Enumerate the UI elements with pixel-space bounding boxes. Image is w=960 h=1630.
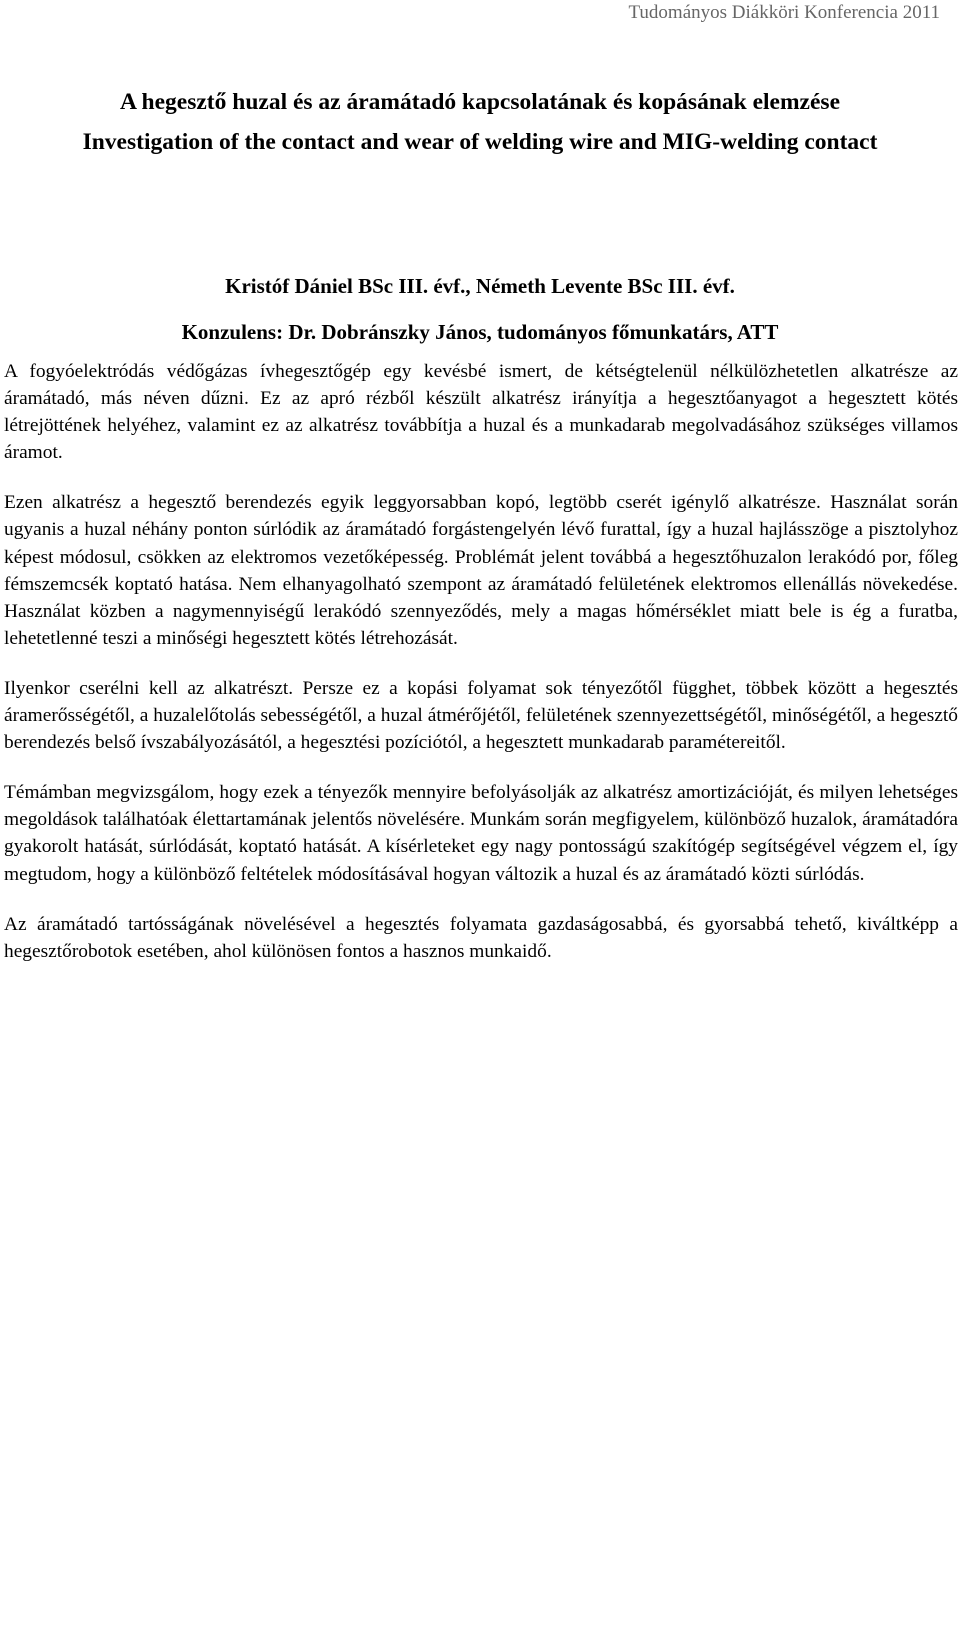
title-block <box>20 82 940 162</box>
title-english: Investigation of the contact and wear of welding wire and MIG-welding contact <box>82 129 878 155</box>
supervisor-line: Konzulens: Dr. Dobránszky János, tudományos főmunkatárs, ATT <box>181 320 779 344</box>
running-header: Tudományos Diákköri Konferencia 2011 <box>628 2 940 23</box>
author-block <box>20 263 940 355</box>
paragraph-1: A fogyóelektródás védőgázas ívhegesztőgép egy kevésbé ismert, de kétségtelenül nélkülözhetetlen alkatrésze az áramátadó, más néven dűzni. Ez az apró rézből készült alkatrész irányítja a hegesztőanyagot a hegesztett kötés létrejöttének helyéhez, valamint ez az alkatrész továbbítja a huzal és a munkadarab megolvadásához szükséges villamos áramot. <box>4 361 958 464</box>
paragraph-3: Ilyenkor cserélni kell az alkatrészt. Persze ez a kopási folyamat sok tényezőtől függhet, többek között a hegesztés áramerősségétől, a huzalelőtolás sebességétől, a huzal átmérőjétől, felületének szennyezettségétől, minőségétől, a hegesztő berendezés belső ívszabályozásától, a hegesztési pozíciótól, a hegesztett munkadarab paramétereitől. <box>4 677 958 754</box>
paragraph-2: Ezen alkatrész a hegesztő berendezés egyik leggyorsabban kopó, legtöbb cserét igénylő alkatrésze. Használat során ugyanis a huzal néhány ponton súrlódik az áramátadó forgástengelyén lévő furattal, így a huzal hajlásszöge a pisztolyhoz képest módosul, csökken az elektromos vezetőképesség. Problémát jelent továbbá a hegesztőhuzalon lerakódó por, főleg fémszemcsék koptató hatása. Nem elhanyagolható szempont az áramátadó felületének elektromos ellenállás növekedése. Használat közben a nagymennyiségű lerakódó szennyeződés, mely a magas hőmérséklet miatt bele is ég a furatba, lehetetlenné teszi a minőségi hegesztett kötés létrehozását. <box>4 492 958 649</box>
abstract-body <box>4 358 958 988</box>
author-names: Kristóf Dániel BSc III. évf., Németh Levente BSc III. évf. <box>225 274 735 298</box>
paragraph-5: Az áramátadó tartósságának növelésével a hegesztés folyamata gazdaságosabbá, és gyorsabbá tehető, kiváltképp a hegesztőrobotok esetében, ahol különösen fontos a hasznos munkaidő. <box>4 913 958 962</box>
title-hungarian: A hegesztő huzal és az áramátadó kapcsolatának és kopásának elemzése <box>120 89 840 115</box>
paragraph-4: Témámban megvizsgálom, hogy ezek a tényezők mennyire befolyásolják az alkatrész amortizációját, és milyen lehetséges megoldások találhatóak élettartamának jelentős növelésére. Munkám során megfigyelem, különböző huzalok, áramátadóra gyakorolt hatását, súrlódását, koptató hatását. A kísérleteket egy nagy pontosságú szakítógép segítségével végzem el, így megtudom, hogy a különböző feltételek módosításával hogyan változik a huzal és az áramátadó közti súrlódás. <box>4 782 958 885</box>
